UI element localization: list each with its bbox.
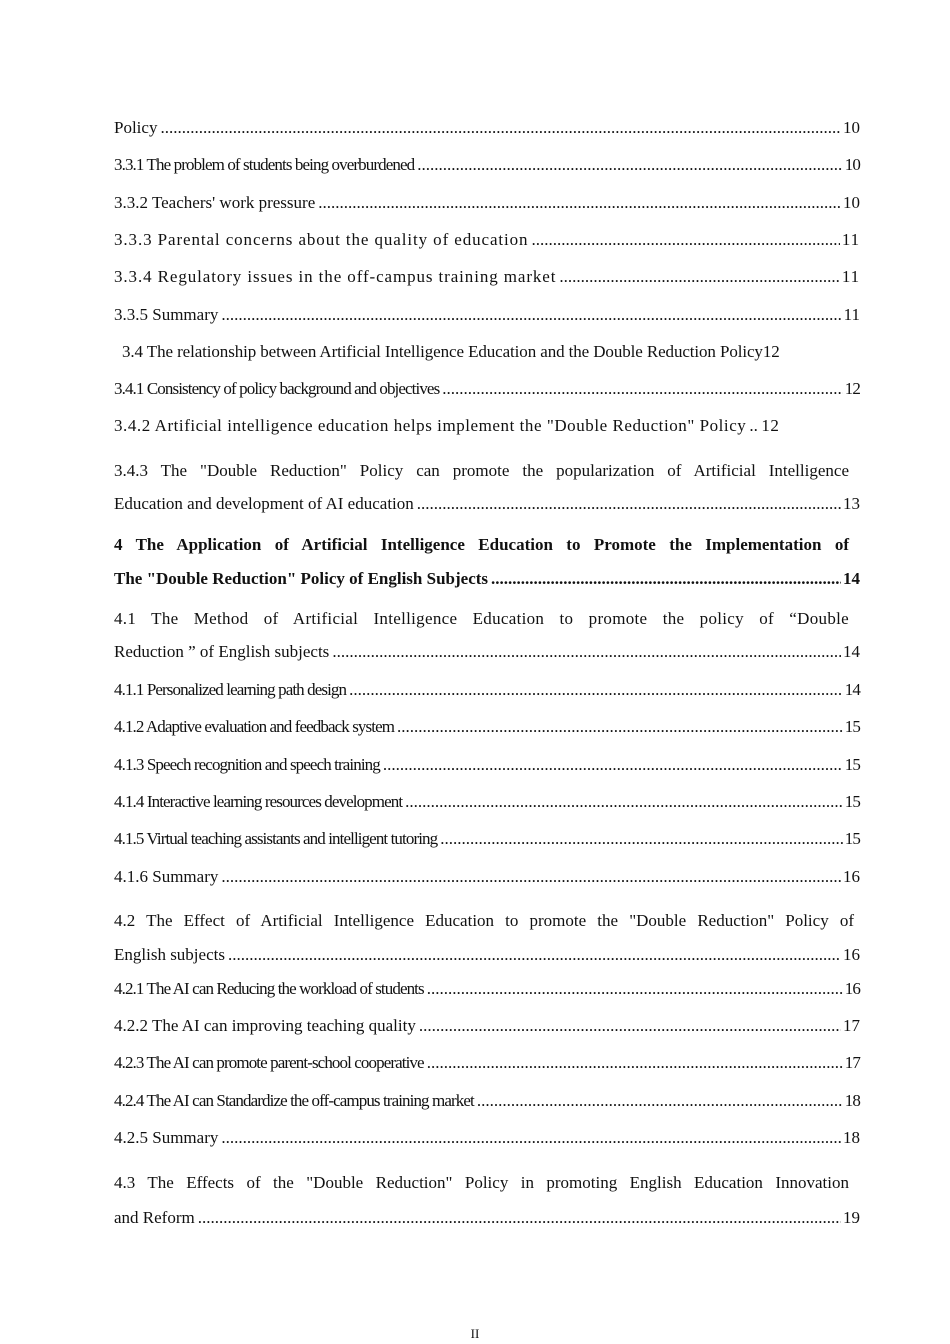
toc-entry-title-line1: 4 The Application of Artificial Intelligence Education to Promote the Implementation of xyxy=(114,535,849,554)
toc-entry-title: 3.3.2 Teachers' work pressure xyxy=(114,193,316,212)
toc-leader-dots xyxy=(405,792,843,812)
toc-page-number: 16 xyxy=(843,867,860,886)
toc-leader-dots xyxy=(198,1200,841,1235)
toc-leader-dots xyxy=(160,118,841,138)
toc-leader-dots xyxy=(531,230,839,250)
page-footer-number: II xyxy=(470,1326,480,1341)
toc-entry-title: The "Double Reduction" Policy of English Subjects xyxy=(114,569,489,588)
toc-entry-title: 4.1.5 Virtual teaching assistants and intelligent tutoring xyxy=(114,829,438,848)
toc-leader-dots xyxy=(397,717,843,737)
toc-leader-dots xyxy=(383,755,843,775)
toc-page-number: 10 xyxy=(843,118,860,137)
toc-entry-4-3 xyxy=(114,1165,860,1235)
toc-entry-3-3-3 xyxy=(114,230,860,250)
toc-leader-dots xyxy=(221,305,841,325)
toc-entry-title: 4.2.2 The AI can improving teaching quality xyxy=(114,1016,416,1035)
toc-entry-title: 4.2.5 Summary xyxy=(114,1128,219,1147)
toc-leader-dots xyxy=(417,155,843,175)
toc-page-number: 12 xyxy=(762,342,780,361)
toc-entry-3-4-2 xyxy=(114,416,860,436)
toc-entry-title-line1: 3.4.3 The "Double Reduction" Policy can promote the popularization of Artificial Intelligence xyxy=(114,461,849,480)
toc-entry-3-4-1 xyxy=(114,379,860,399)
toc-leader-dots xyxy=(221,867,841,887)
toc-leader-dots xyxy=(318,193,841,213)
toc-leader-dots xyxy=(332,635,841,668)
toc-page-number: 15 xyxy=(844,829,860,848)
toc-leader-dots xyxy=(349,680,843,700)
toc-entry-4-2-3 xyxy=(114,1053,860,1073)
toc-entry-title: 3.4.2 Artificial intelligence education helps implement the "Double Reduction" Policy xyxy=(114,416,747,435)
toc-entry-title: and Reform xyxy=(114,1208,195,1227)
toc-entry-4-1-2 xyxy=(114,717,860,737)
toc-entry-3-3-5 xyxy=(114,305,860,325)
toc-entry-title-line1: 4.1 The Method of Artificial Intelligence Education to promote the policy of “Double xyxy=(114,609,849,628)
toc-entry-4-2 xyxy=(114,904,860,972)
toc-entry-title: 3.4.1 Consistency of policy background and objectives xyxy=(114,379,440,398)
toc-entry-title: Policy xyxy=(114,118,158,137)
toc-entry-3-3-1 xyxy=(114,155,860,175)
toc-page-number: 15 xyxy=(844,717,860,736)
toc-entry-title: 4.1.4 Interactive learning resources development xyxy=(114,792,403,811)
toc-entry-3-3-2 xyxy=(114,193,860,213)
toc-entry-title: 4.1.6 Summary xyxy=(114,867,219,886)
toc-entry-4-1 xyxy=(114,602,860,668)
toc-page-number: 14 xyxy=(843,642,860,661)
toc-page-number: 15 xyxy=(844,792,860,811)
toc-leader-dots xyxy=(477,1091,843,1111)
toc-entry-policy xyxy=(114,118,860,138)
toc-page-number: 11 xyxy=(843,305,860,324)
toc-entry-4-1-4 xyxy=(114,792,860,812)
toc-entry-4-2-4 xyxy=(114,1091,860,1111)
toc-entry-title: Reduction ” of English subjects xyxy=(114,642,330,661)
toc-leader-dots xyxy=(427,1053,843,1073)
toc-entry-title: 3.3.5 Summary xyxy=(114,305,219,324)
toc-entry-4-2-1 xyxy=(114,979,860,999)
toc-entry-title: 4.2.4 The AI can Standardize the off-campus training market xyxy=(114,1091,474,1110)
toc-page-number: 16 xyxy=(844,979,860,998)
toc-entry-3-4 xyxy=(122,342,868,362)
toc-entry-title-line1: 4.3 The Effects of the "Double Reduction" Policy in promoting English Education Innovation xyxy=(114,1173,849,1192)
toc-page-number: 18 xyxy=(843,1128,860,1147)
toc-leader-dots xyxy=(749,416,759,436)
toc-entry-title: 4.1.3 Speech recognition and speech training xyxy=(114,755,380,774)
toc-leader-dots xyxy=(221,1128,841,1148)
toc-entry-4-1-3 xyxy=(114,755,860,775)
toc-entry-4-1-6 xyxy=(114,867,860,887)
toc-page-number: 11 xyxy=(841,230,860,249)
toc-page-number: 17 xyxy=(844,1053,860,1072)
toc-leader-dots xyxy=(417,487,841,520)
toc-page-number: 15 xyxy=(844,755,860,774)
toc-entry-title: English subjects xyxy=(114,945,225,964)
toc-entry-title: 3.3.3 Parental concerns about the quality of education xyxy=(114,230,529,249)
toc-page-number: 10 xyxy=(844,155,860,174)
toc-entry-4-2-2 xyxy=(114,1016,860,1036)
toc-entry-title: 4.2.1 The AI can Reducing the workload of students xyxy=(114,979,424,998)
toc-leader-dots xyxy=(419,1016,841,1036)
toc-entry-3-4-3 xyxy=(114,454,860,520)
toc-page-number: 12 xyxy=(844,379,860,398)
toc-entry-title: 3.3.4 Regulatory issues in the off-campus training market xyxy=(114,267,557,286)
toc-leader-dots xyxy=(442,379,843,399)
toc-entry-title: Education and development of AI education xyxy=(114,494,414,513)
toc-page-number: 18 xyxy=(844,1091,860,1110)
toc-page-number: 10 xyxy=(843,193,860,212)
toc-entry-title-line1: 4.2 The Effect of Artificial Intelligence Education to promote the "Double Reduction" Policy of xyxy=(114,911,854,930)
toc-entry-chapter-4 xyxy=(114,528,860,596)
toc-page-number: 16 xyxy=(843,945,860,964)
toc-entry-4-1-5 xyxy=(114,829,860,849)
toc-leader-dots xyxy=(559,267,839,287)
toc-leader-dots xyxy=(440,829,843,849)
toc-entry-title: 4.2.3 The AI can promote parent-school cooperative xyxy=(114,1053,424,1072)
toc-entry-4-2-5 xyxy=(114,1128,860,1148)
toc-entry-3-3-4 xyxy=(114,267,860,287)
toc-page-number: 11 xyxy=(841,267,860,286)
toc-page-number: 13 xyxy=(843,494,860,513)
toc-page-number: 12 xyxy=(761,416,780,435)
toc-leader-dots xyxy=(491,562,841,596)
toc-entry-title: 3.3.1 The problem of students being overburdened xyxy=(114,155,415,174)
toc-entry-4-1-1 xyxy=(114,680,860,700)
toc-page-number: 19 xyxy=(843,1208,860,1227)
toc-page-number: 14 xyxy=(844,680,860,699)
toc-entry-title: 4.1.1 Personalized learning path design xyxy=(114,680,347,699)
toc-entry-title: 3.4 The relationship between Artificial Intelligence Education and the Double Reduction Policy xyxy=(122,342,763,361)
toc-entry-title: 4.1.2 Adaptive evaluation and feedback system xyxy=(114,717,395,736)
toc-page-number: 14 xyxy=(843,569,860,588)
toc-page-number: 17 xyxy=(843,1016,860,1035)
toc-leader-dots xyxy=(427,979,843,999)
toc-leader-dots xyxy=(228,938,841,972)
